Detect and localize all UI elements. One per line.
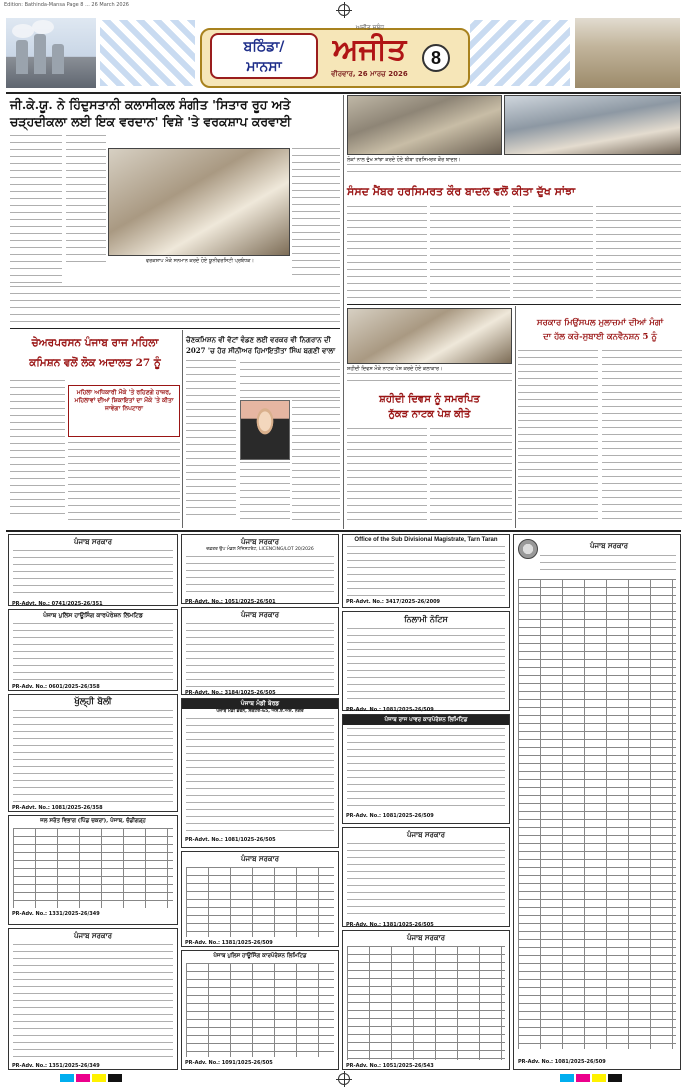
ad-footer: PR-Adv. No.: 1081/2025-26/509 [346, 813, 434, 819]
ad-table [347, 946, 505, 1060]
ad-title: ਪੰਜਾਬ ਸਰਕਾਰ [406, 830, 445, 839]
print-slug: Edition: Bathinda-Mansa Page 8 ... 26 March 2026 [4, 2, 129, 8]
ad-body [13, 623, 173, 681]
ad-punjab-sarkar-5 [342, 827, 510, 927]
harsimrat-body-col3 [513, 206, 593, 301]
vote-headline [186, 334, 342, 356]
column-divider [182, 330, 183, 528]
martyr-caption-continued [347, 373, 512, 385]
commission-body-col2 [68, 442, 180, 520]
ad-title: ਪੰਜਾਬ ਸਰਕਾਰ [589, 541, 628, 550]
ad-title: ਪੰਜਾਬ ਸਰਕਾਰ [406, 933, 445, 942]
ad-pspcl [342, 714, 510, 824]
martyr-headline-line-1: ਸ਼ਹੀਦੀ ਦਿਵਸ ਨੂੰ ਸਮਰਪਿਤ [379, 394, 480, 405]
ad-body [186, 718, 334, 834]
ad-footer: PR-Adv. No.: 1351/2025-26/349 [12, 1063, 100, 1069]
ad-footer: PR-Adv. No.: 1091/1025-26/505 [185, 1060, 273, 1066]
harsimrat-body-col2 [430, 206, 510, 301]
ad-title: ਪੰਜਾਬ ਸਰਕਾਰ [240, 610, 279, 619]
ad-mandi-board [181, 698, 339, 848]
gku-photo-caption: ਵਰਕਸ਼ਾਪ ਮੌਕੇ ਸਨਮਾਨ ਕਰਦੇ ਹੋਏ ਯੂਨੀਵਰਸਿਟੀ ਪ੍ਰਬੰਧਕ। [146, 258, 254, 264]
ad-licence [181, 534, 339, 604]
ad-intro [540, 555, 676, 575]
ad-footer: PR-Adv. No.: 1381/1025-26/509 [185, 940, 273, 946]
color-bar-yellow [92, 1074, 106, 1082]
color-bar-black [608, 1074, 622, 1082]
harsimrat-photo-1 [347, 95, 502, 155]
ad-police-housing-2 [181, 950, 339, 1070]
page-number: 8 [422, 44, 450, 72]
ad-title: ਖੁੱਲ੍ਹੀ ਬੋਲੀ [74, 697, 112, 707]
ad-title: ਪੰਜਾਬ ਸਰਕਾਰ [73, 931, 112, 940]
masthead-pattern-left [100, 20, 195, 86]
ad-title: ਪੰਜਾਬ ਪੁਲਿਸ ਹਾਊਸਿੰਗ ਕਾਰਪੋਰੇਸ਼ਨ ਲਿਮਟਿਡ [43, 612, 143, 619]
ad-title: ਪੰਜਾਬ ਪੁਲਿਸ ਹਾਊਸਿੰਗ ਕਾਰਪੋਰੇਸ਼ਨ ਲਿਮਿਟਿਡ [213, 953, 307, 959]
ad-title: ਨਿਲਾਮੀ ਨੋਟਿਸ [404, 614, 448, 624]
section-rule [10, 328, 340, 329]
ad-table [186, 963, 334, 1057]
gku-body-col3 [292, 148, 340, 280]
ad-title: ਪੰਜਾਬ ਮੰਡੀ ਬੋਰਡ [182, 699, 338, 709]
ad-body [13, 550, 173, 598]
ad-table [186, 867, 334, 937]
ad-body [186, 556, 334, 596]
ad-sdm-tarn-taran [342, 534, 510, 608]
color-bar-cyan [560, 1074, 574, 1082]
commission-pullquote-box [68, 385, 180, 437]
ad-body [347, 628, 505, 704]
ad-title: ਜਲ ਸਰੋਤ ਵਿਭਾਗ (ਪਿੰਡ ਚਕਰਾ), ਪੰਜਾਬ, ਚੰਡੀਗੜ੍ਹ [40, 818, 146, 824]
city-line-2: ਮਾਨਸਾ [246, 59, 282, 75]
color-bar-magenta [576, 1074, 590, 1082]
ad-nilami-notice [342, 611, 510, 711]
vote-portrait [240, 400, 290, 460]
harsimrat-body-col1 [347, 206, 427, 301]
martyr-photo-caption: ਸ਼ਹੀਦੀ ਦਿਵਸ ਮੌਕੇ ਨਾਟਕ ਪੇਸ਼ ਕਰਦੇ ਹੋਏ ਕਲਾਕਾਰ। [347, 366, 443, 372]
ad-table [518, 579, 676, 1049]
ad-footer: PR-Adv. No.: 1051/2025-26/543 [346, 1063, 434, 1069]
ad-subtitle: ਦਫ਼ਤਰ ਉਪ ਮੰਡਲ ਮੈਜਿਸਟਰੇਟ, LICENCING/LOT 20/2026 [206, 547, 314, 552]
masthead-pattern-right [470, 20, 570, 86]
ad-body [13, 710, 173, 802]
ad-body [13, 944, 173, 1060]
gku-body-col2 [66, 135, 106, 265]
section-rule [347, 304, 681, 305]
martyr-body-col2 [430, 428, 512, 523]
commission-body-col1 [10, 380, 65, 520]
gku-body-col1 [10, 135, 62, 285]
ad-punjab-sarkar-2 [8, 928, 178, 1070]
ad-title: ਪੰਜਾਬ ਰਾਜ ਪਾਵਰ ਕਾਰਪੋਰੇਸ਼ਨ ਲਿਮਿਟਿਡ [343, 715, 509, 725]
ad-title: Office of the Sub Divisional Magistrate, Tarn Taran [354, 537, 498, 543]
ad-footer: PR-Adv. No.: 1081/2025-26/509 [518, 1059, 606, 1065]
martyr-body-col1 [347, 428, 427, 523]
gku-photo [108, 148, 290, 256]
brand-logo: ਅਜੀਤ [332, 32, 407, 67]
ad-body [347, 728, 505, 810]
commission-headline [10, 333, 180, 373]
masthead-rule [6, 92, 681, 94]
masthead-city [210, 33, 318, 79]
ad-title: ਪੰਜਾਬ ਸਰਕਾਰ [73, 537, 112, 546]
vote-body-col2a [240, 362, 340, 398]
ad-punjab-sarkar-3 [181, 607, 339, 695]
employees-headline [518, 316, 682, 344]
color-bar-magenta [76, 1074, 90, 1082]
martyr-headline-line-2: ਨੁੱਕੜ ਨਾਟਕ ਪੇਸ਼ ਕੀਤੇ [388, 409, 471, 420]
ad-footer: PR-Advt. No.: 0741/2025-26/351 [12, 601, 103, 607]
column-divider [515, 306, 516, 528]
ad-subtitle: ਪੰਜਾਬ ਮੰਡੀ ਭਵਨ, ਸੈਕਟਰ-65, ਐਸ.ਏ.ਐਸ. ਨਗਰ [216, 709, 304, 714]
ad-punjab-sarkar-1 [8, 534, 178, 606]
vote-body-col2b [240, 462, 290, 520]
martyr-headline [347, 392, 512, 422]
commission-headline-line-2: ਕਮਿਸ਼ਨ ਵਲੋਂ ਲੋਕ ਅਦਾਲਤ 27 ਨੂੰ [29, 357, 161, 369]
masthead-date: ਵੀਰਵਾਰ, 26 ਮਾਰਚ 2026 [331, 70, 408, 78]
ad-punjab-sarkar-6 [342, 930, 510, 1070]
masthead-fort-image [575, 18, 680, 88]
harsimrat-headline: ਸੰਸਦ ਮੈਂਬਰ ਹਰਸਿਮਰਤ ਕੌਰ ਬਾਦਲ ਵਲੋਂ ਕੀਤਾ ਦੁੱਖ ਸਾਂਝਾ [347, 185, 576, 198]
city-line-1: ਬਠਿੰਡਾ/ [243, 39, 285, 55]
employees-body-col1 [518, 350, 598, 522]
harsimrat-photo-2 [504, 95, 681, 155]
color-bar-black [108, 1074, 122, 1082]
gku-body-bottom [10, 286, 340, 326]
ad-footer: PR-Adv. No.: 0601/2025-26/358 [12, 684, 100, 690]
harsimrat-photo-caption: ਲੋਕਾਂ ਨਾਲ ਦੁੱਖ ਸਾਂਝਾ ਕਰਦੇ ਹੋਏ ਬੀਬਾ ਹਰਸਿਮਰਤ ਕੌਰ ਬਾਦਲ। [347, 157, 461, 163]
vote-body-col3 [292, 400, 340, 520]
ad-title: ਪੰਜਾਬ ਸਰਕਾਰ [240, 854, 279, 863]
ad-footer: PR-Advt. No.: 3417/2025-26/2009 [346, 599, 441, 605]
vote-body-col1 [186, 360, 236, 520]
ad-khuli-boli [8, 694, 178, 812]
color-bar-cyan [60, 1074, 74, 1082]
vote-headline-line-2: 2027 'ਚ ਹੋਰ ਸੀਨੀਅਰ ਹਿਮਾਇਤੀਤਾ ਸਿੰਘ ਬਗਣੀ ਵਾਲਾ [186, 346, 336, 355]
brand-tagline: ਅਜੀਤ ਸਬੰਧ [355, 24, 385, 31]
harsimrat-body-col4 [596, 206, 681, 301]
gku-headline-line-1: ਜੀ.ਕੇ.ਯੂ. ਨੇ ਹਿੰਦੁਸਤਾਨੀ ਕਲਾਸੀਕਲ ਸੰਗੀਤ 'ਸਿਤਾਰ ਰੂਹ ਅਤੇ [10, 97, 291, 112]
ad-footer: PR-Adv. No.: 1081/2025-26/509 [346, 707, 434, 713]
ad-water-resources [8, 815, 178, 925]
ads-section-rule [6, 530, 681, 532]
ad-body [186, 623, 334, 687]
color-bar-yellow [592, 1074, 606, 1082]
ad-police-housing-1 [8, 609, 178, 691]
ad-body [347, 843, 505, 919]
gku-headline-line-2: ਚੜ੍ਹਦੀਕਲਾ ਲਈ ਇਕ ਵਰਦਾਨ' ਵਿਸ਼ੇ 'ਤੇ ਵਰਕਸ਼ਾਪ ਕਰਵਾਈ [10, 114, 292, 129]
gku-headline [10, 96, 340, 130]
employees-headline-line-1: ਸਰਕਾਰ ਮਿਉਂਸਪਲ ਮੁਲਾਜ਼ਮਾਂ ਦੀਆਂ ਮੰਗਾਂ [536, 318, 664, 328]
column-divider [343, 95, 344, 529]
ad-footer: PR-Advt. No.: 3184/1025-26/505 [185, 690, 276, 696]
ad-punjab-sarkar-4 [181, 851, 339, 947]
ad-footer: PR-Adv. No.: 1331/2025-26/349 [12, 911, 100, 917]
ad-footer: PR-Advt. No.: 1081/1025-26/505 [185, 837, 276, 843]
ad-tender-table [513, 534, 681, 1070]
ad-footer: PR-Advt. No.: 1081/2025-26/358 [12, 805, 103, 811]
emblem-icon [518, 539, 538, 559]
ad-table [13, 828, 173, 908]
martyr-photo [347, 308, 512, 364]
commission-pullquote: ਮਹਿਲਾ ਅਧਿਕਾਰੀ ਮੌਕੇ 'ਤੇ ਰਹਿਣਗੇ ਹਾਜ਼ਰ, ਮਹਿਲਾਵਾਂ ਦੀਆਂ ਸ਼ਿਕਾਇਤਾਂ ਦਾ ਮੌਕੇ 'ਤੇ ਕੀਤਾ ਜਾਵੇਗਾ ਨਿਪਟਾਰਾ [74, 389, 174, 412]
employees-body-col2 [602, 350, 682, 522]
vote-headline-line-1: ਚੋਣਕਮਿਸ਼ਨ ਵੀ ਵੋਟਾਂ ਵੰਡਣ ਲਈ ਵਰਕਰ ਵੀ ਨਿਗਰਾਨ ਦੀ [186, 335, 331, 344]
harsimrat-caption-continued [347, 164, 681, 176]
employees-headline-line-2: ਦਾ ਹੱਲ ਕਰੇ-ਸੁਬਾਈ ਕਨਵੈਨਸ਼ਨ 5 ਨੂੰ [543, 332, 657, 342]
ad-body [347, 546, 505, 596]
commission-headline-line-1: ਚੇਅਰਪਰਸਨ ਪੰਜਾਬ ਰਾਜ ਮਹਿਲਾ [31, 337, 159, 349]
ad-footer: PR-Adv. No.: 1381/1025-26/505 [346, 922, 434, 928]
masthead-thermal-plant-image [6, 18, 96, 88]
ad-footer: PR-Advt. No.: 1051/2025-26/501 [185, 599, 276, 605]
registration-mark-icon [338, 1073, 350, 1085]
ad-title: ਪੰਜਾਬ ਸਰਕਾਰ [240, 537, 279, 546]
registration-mark-icon [338, 4, 350, 16]
